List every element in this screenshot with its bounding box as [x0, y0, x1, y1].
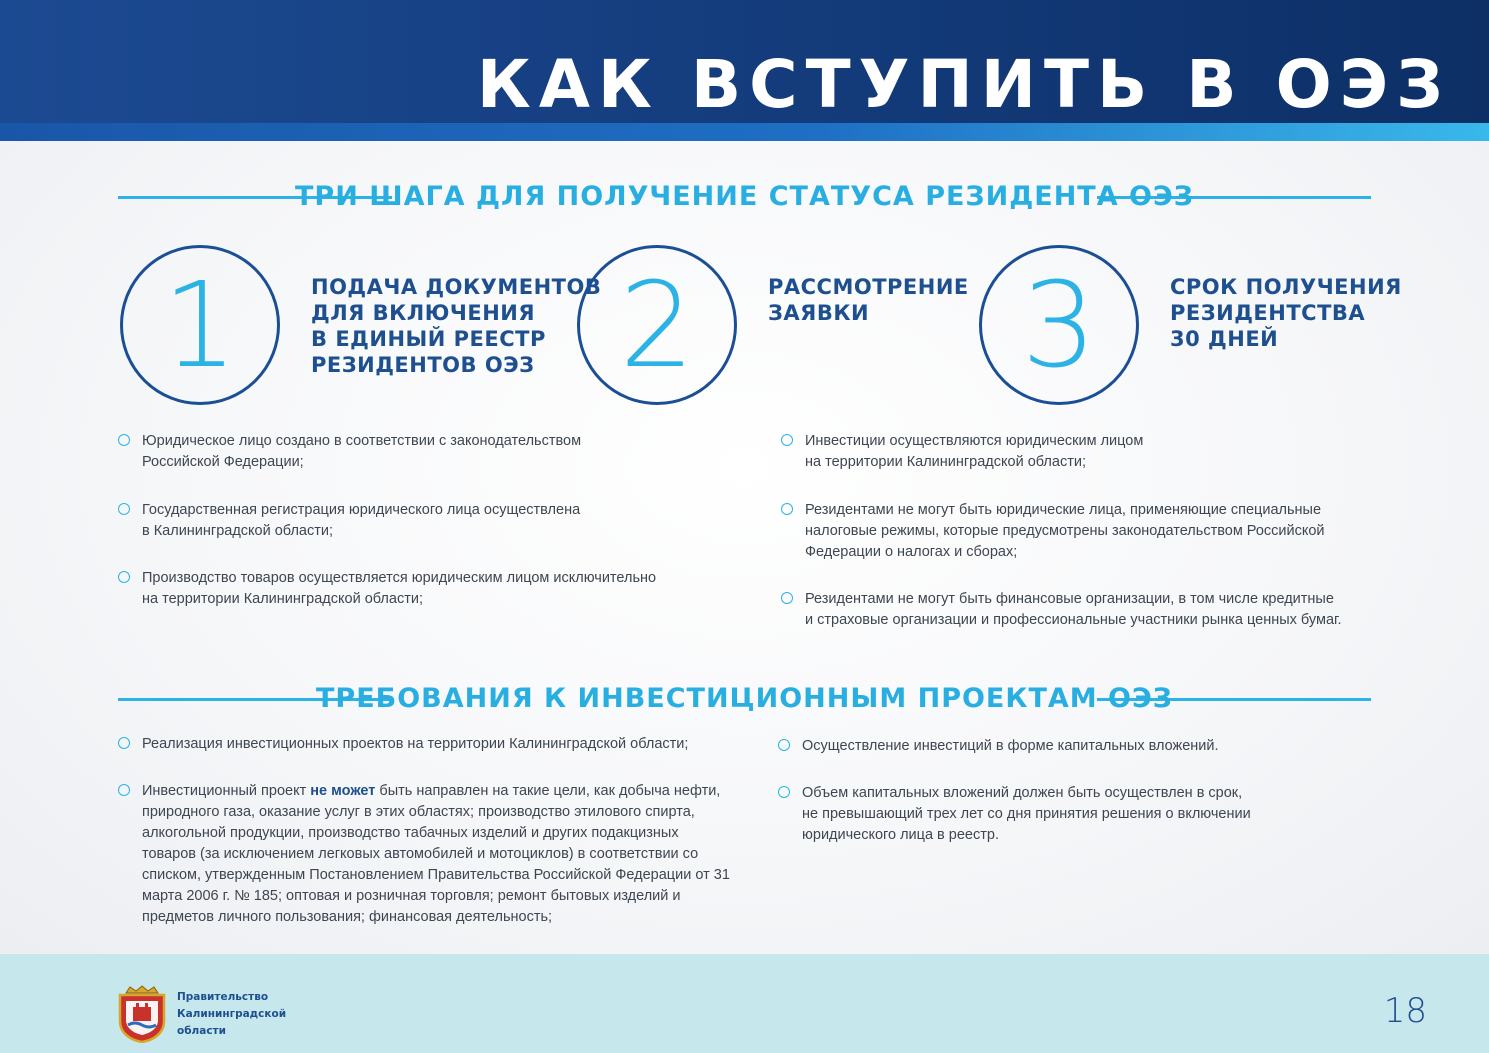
page-title: КАК ВСТУПИТЬ В ОЭЗ [476, 46, 1451, 123]
step-2-line: РАССМОТРЕНИЕ [768, 275, 969, 299]
bullet-rest: быть направлен на такие цели, как добыча нефти, [375, 783, 721, 799]
bullet-line: налоговые режимы, которые предусмотрены законодательством Российской [805, 523, 1325, 539]
header-accent-strip [0, 123, 1489, 141]
section2-title: ТРЕБОВАНИЯ К ИНВЕСТИЦИОННЫМ ПРОЕКТАМ ОЭЗ [316, 683, 1173, 714]
bullet-line: Объем капитальных вложений должен быть осуществлен в срок, [802, 785, 1243, 801]
bullet-prefix: Инвестиционный проект [142, 783, 311, 799]
step-2-text [768, 274, 969, 326]
step-3-line: РЕЗИДЕНТСТВА [1170, 301, 1366, 325]
bullet-line: на территории Калининградской области; [142, 591, 423, 607]
bullet-line: не превышающий трех лет со дня принятия решения о включении [802, 806, 1251, 822]
bullet-line: Резидентами не могут быть финансовые организации, в том числе кредитные [805, 591, 1334, 607]
bullet-line: Государственная регистрация юридического лица осуществлена [142, 502, 581, 518]
step-1-line: РЕЗИДЕНТОВ ОЭЗ [311, 353, 535, 377]
bullet-line: Осуществление инвестиций в форме капитальных вложений. [802, 738, 1219, 754]
bullet-line: алкогольной продукции, производство табачных изделий и других подакцизных [142, 825, 679, 841]
header-banner [0, 0, 1489, 141]
bullet-line: списком, утвержденным Постановлением Правительства Российской Федерации от 31 [142, 867, 730, 883]
step-3-text [1170, 274, 1402, 352]
step-2-circle: 2 [577, 245, 737, 405]
bullet-line: товаров (за исключением легковых автомобилей и мотоциклов) в соответствии со [142, 846, 699, 862]
bullet-circle-icon [781, 434, 793, 446]
bullet-circle-icon [781, 592, 793, 604]
bullet-line: Резидентами не могут быть юридические лица, применяющие специальные [805, 502, 1322, 518]
footer-org-line: Правительство [177, 991, 269, 1003]
bullet-line: Реализация инвестиционных проектов на территории Калининградской области; [142, 736, 689, 752]
coat-of-arms-icon [116, 985, 168, 1043]
bullet-line: в Калининградской области; [142, 523, 334, 539]
footer-org-line: Калининградской [177, 1008, 287, 1020]
step-3-circle: 3 [979, 245, 1139, 405]
bullet-circle-icon [118, 434, 130, 446]
bullet-circle-icon [118, 784, 130, 796]
step-1-text [311, 274, 601, 378]
bullet-circle-icon [118, 503, 130, 515]
bullet-line: юридического лица в реестр. [802, 827, 999, 843]
bullet-line: Производство товаров осуществляется юридическим лицом исключительно [142, 570, 657, 586]
bullet-circle-icon [118, 571, 130, 583]
bullet-line: Российской Федерации; [142, 454, 304, 470]
bullet-circle-icon [118, 737, 130, 749]
step-1-line: ПОДАЧА ДОКУМЕНТОВ [311, 275, 602, 299]
section1-title: ТРИ ШАГА ДЛЯ ПОЛУЧЕНИЕ СТАТУСА РЕЗИДЕНТА ОЭЗ [295, 181, 1194, 212]
step-1-line: ДЛЯ ВКЛЮЧЕНИЯ [311, 301, 536, 325]
bullet-line: Инвестиции осуществляются юридическим лицом [805, 433, 1144, 449]
bullet-line: предметов личного пользования; финансовая деятельность; [142, 909, 553, 925]
bullet-line: и страховые организации и профессиональные участники рынка ценных бумаг. [805, 612, 1342, 628]
bullet-line: Федерации о налогах и сборах; [805, 544, 1018, 560]
bullet-line: природного газа, оказание услуг в этих областях; производство этилового спирта, [142, 804, 695, 820]
page-number: 18 [1383, 991, 1427, 1031]
bullet-circle-icon [781, 503, 793, 515]
bullet-emphasis: не может [310, 783, 376, 799]
step-2-line: ЗАЯВКИ [768, 301, 870, 325]
bullet-circle-icon [778, 786, 790, 798]
bullet-line [142, 781, 730, 802]
step-3-line: СРОК ПОЛУЧЕНИЯ [1170, 275, 1402, 299]
step-3-line: 30 ДНЕЙ [1170, 327, 1279, 351]
footer-org-line: области [177, 1025, 226, 1037]
bullet-circle-icon [778, 739, 790, 751]
step-1-circle: 1 [120, 245, 280, 405]
footer-organization [177, 989, 286, 1040]
bullet-line: марта 2006 г. № 185; оптовая и розничная торговля; ремонт бытовых изделий и [142, 888, 681, 904]
step-1-line: В ЕДИНЫЙ РЕЕСТР [311, 327, 546, 351]
bullet-line: на территории Калининградской области; [805, 454, 1086, 470]
bullet-line: Юридическое лицо создано в соответствии с законодательством [142, 433, 582, 449]
